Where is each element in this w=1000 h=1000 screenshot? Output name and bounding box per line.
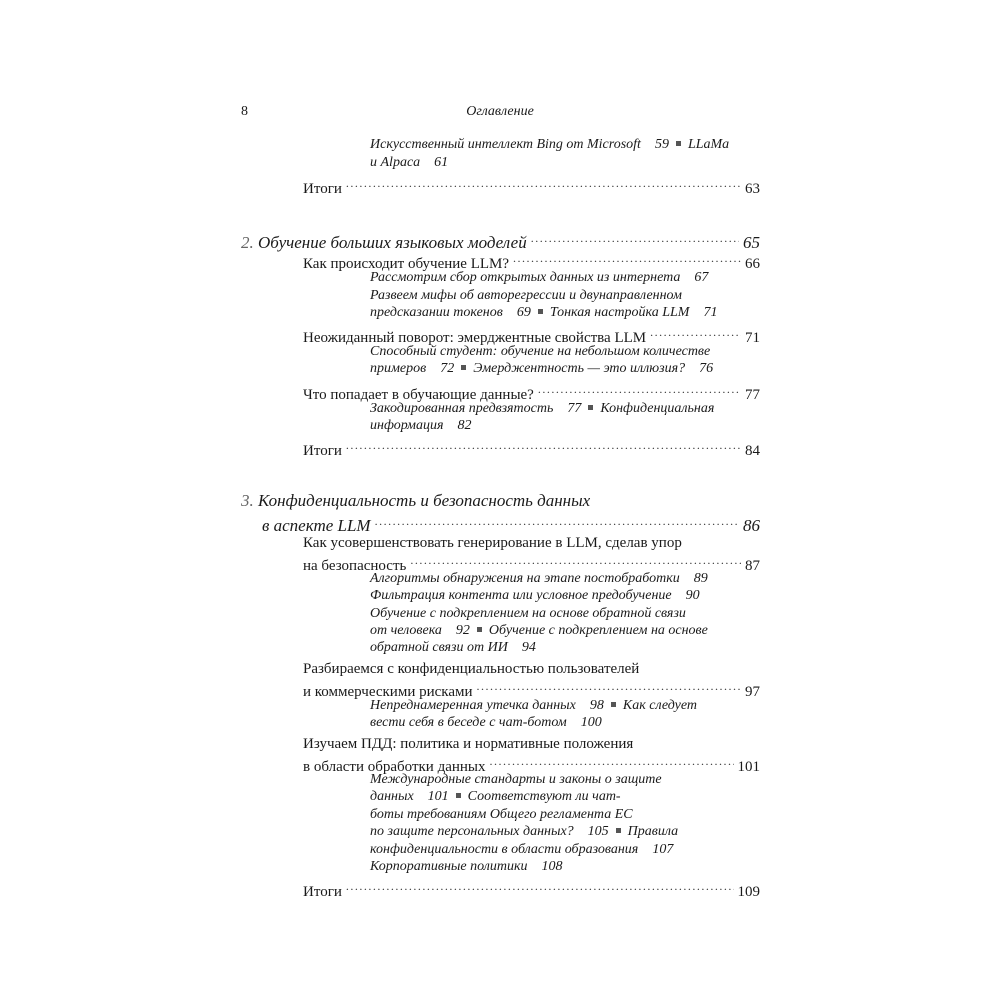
toc-subentry: Алгоритмы обнаружения на этапе постобработки 89 [370,571,708,586]
toc-section-cont[interactable]: и коммерческими рисками ..... 97 [303,679,760,701]
toc-summary[interactable]: Итоги ..... 84 [303,438,760,460]
bullet-square [676,141,681,146]
toc-subentry: Рассмотрим сбор открытых данных из интернета 67 [370,270,709,285]
toc-subentry: Международные стандарты и законы о защите [370,772,662,787]
toc-chapter-3[interactable]: 3. Конфиденциальность и безопасность данных [241,491,591,510]
toc-section[interactable]: Что попадает в обучающие данные? ..... 77 [303,382,760,404]
toc-section-cont[interactable]: на безопасность ..... 87 [303,553,760,575]
toc-subentry: конфиденциальности в области образования 107 [370,842,674,857]
toc-subentry: Фильтрация контента или условное предобучение 90 [370,588,700,603]
toc-section-cont[interactable]: в области обработки данных ..... 101 [303,754,760,776]
toc-section[interactable]: Как происходит обучение LLM? ..... 66 [303,251,760,273]
bullet-square [611,702,616,707]
toc-subentry: и Alpaca 61 [370,155,449,170]
toc-summary[interactable]: Итоги ..... 63 [303,176,760,198]
bullet-square [477,627,482,632]
toc-subentry: вести себя в беседе с чат-ботом 100 [370,715,602,730]
toc-subentry: информация 82 [370,418,472,433]
toc-chapter-2[interactable]: 2. Обучение больших языковых моделей ..... 65 [241,229,760,253]
toc-subentry: Обучение с подкреплением на основе обратной связи [370,606,686,621]
toc-section[interactable]: Неожиданный поворот: эмерджентные свойства LLM ..... 71 [303,325,760,347]
bullet-square [588,405,593,410]
toc-subentry: предсказании токенов 69 Тонкая настройка LLM 71 [370,305,718,320]
toc-subentry: от человека 92 Обучение с подкреплением на основе [370,623,708,638]
running-head: Оглавление [466,104,534,119]
toc-section[interactable]: Изучаем ПДД: политика и нормативные положения [303,736,634,752]
toc-subentry: Непреднамеренная утечка данных 98 Как следует [370,698,698,713]
bullet-square [616,828,621,833]
toc-subentry: Способный студент: обучение на небольшом количестве [370,344,711,359]
toc-subentry: боты требованиям Общего регламента ЕС [370,807,633,822]
bullet-square [456,793,461,798]
toc-section[interactable]: Разбираемся с конфиденциальностью пользователей [303,661,640,677]
toc-subentry: Развеем мифы об авторегрессии и двунаправленном [370,288,682,303]
toc-subentry: обратной связи от ИИ 94 [370,640,536,655]
toc-subentry: Корпоративные политики 108 [370,859,563,874]
toc-subentry: Искусственный интеллект Bing от Microsoft 59 LLaMa [370,137,730,152]
toc-chapter-3-cont[interactable]: в аспекте LLM ..... 86 [262,512,760,536]
toc-subentry: по защите персональных данных? 105 Правила [370,824,679,839]
bullet-square [538,309,543,314]
toc-subentry: Закодированная предвзятость 77 Конфиденциальная [370,401,715,416]
toc-subentry: примеров 72 Эмерджентность — это иллюзия? 76 [370,361,714,376]
toc-subentry: данных 101 Соответствуют ли чат- [370,789,621,804]
bullet-square [461,365,466,370]
page-number: 8 [241,104,248,119]
toc-section[interactable]: Как усовершенствовать генерированиe в LLM, сделав упор [303,535,682,551]
toc-summary[interactable]: Итоги ..... 109 [303,879,760,901]
